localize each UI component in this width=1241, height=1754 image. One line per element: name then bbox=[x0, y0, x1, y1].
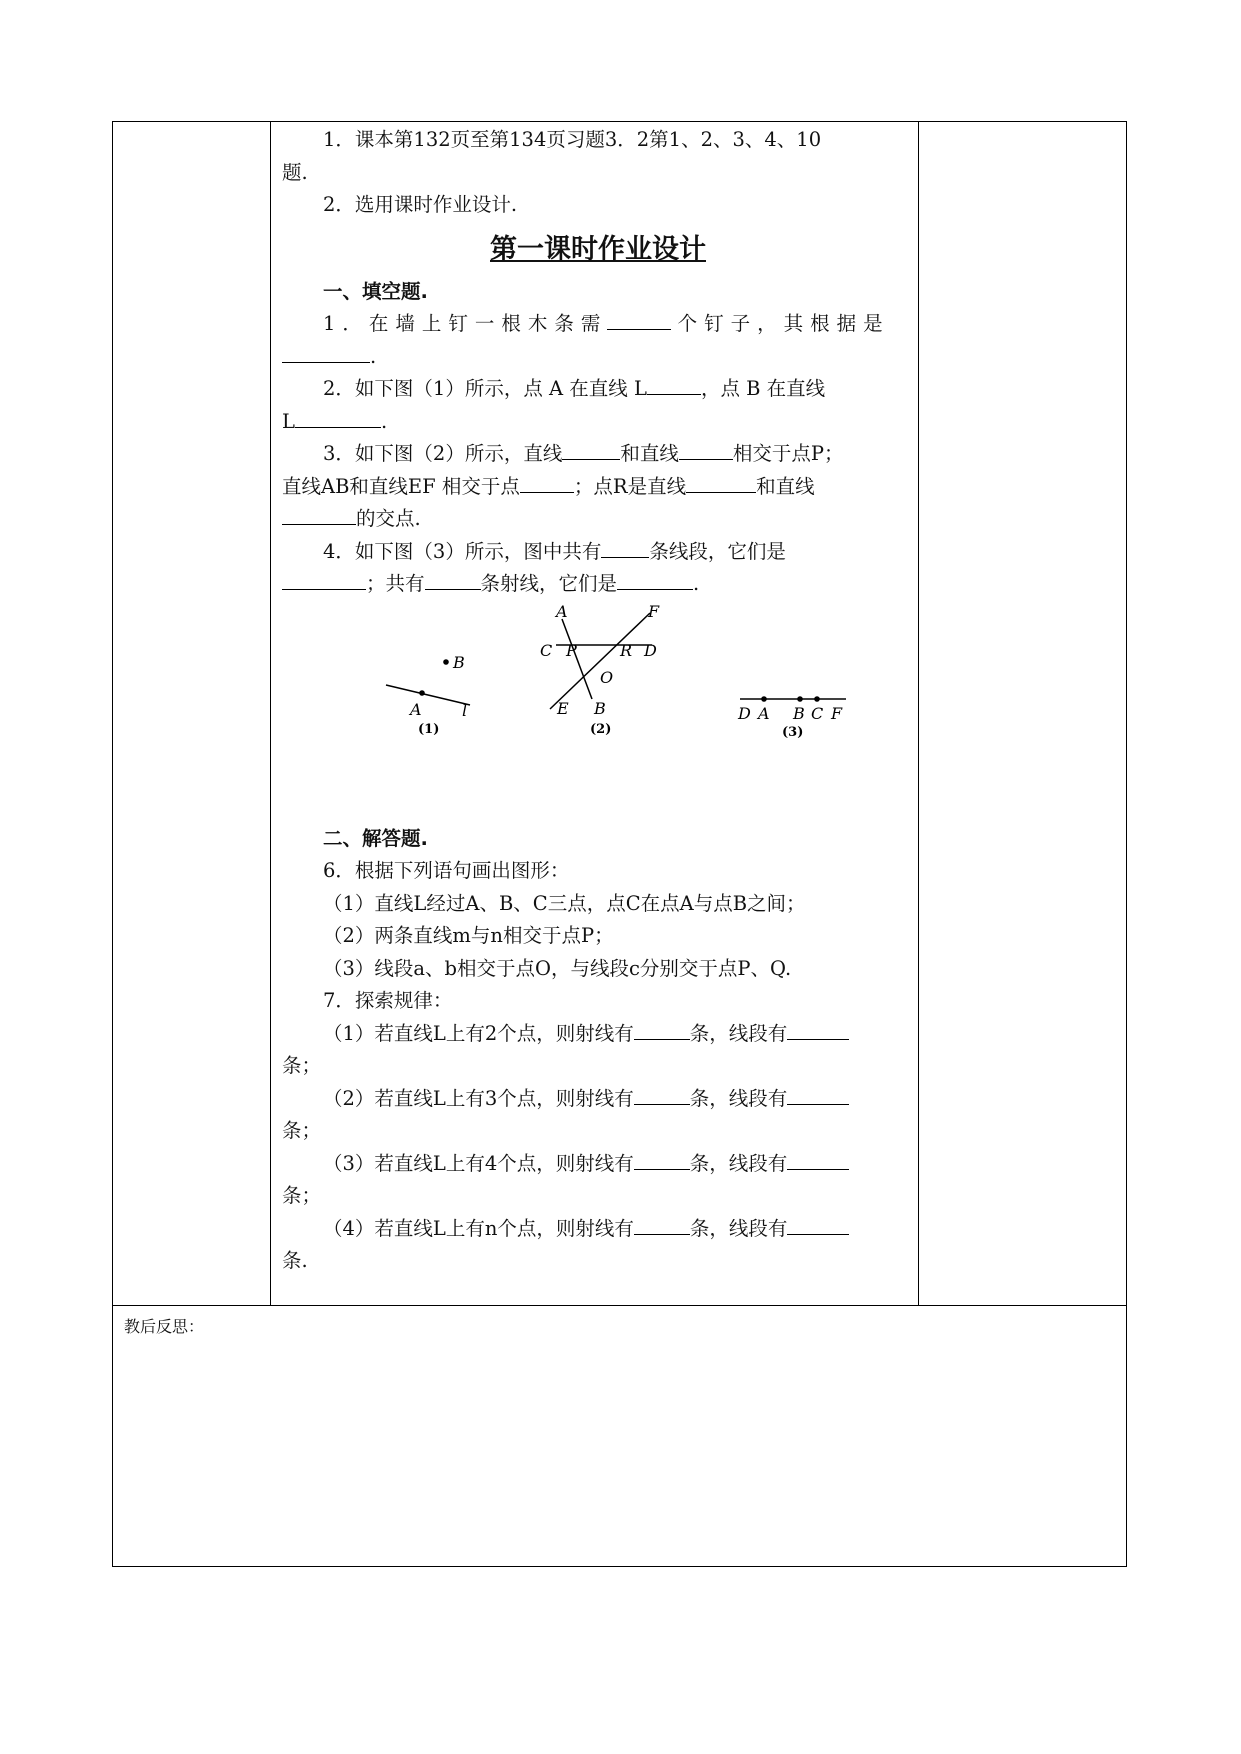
answer-blank bbox=[787, 1214, 849, 1235]
fig2-label-e: E bbox=[557, 698, 569, 718]
answer-blank bbox=[607, 309, 671, 330]
fig1-caption: (1) bbox=[418, 721, 440, 737]
fig1-label-a: A bbox=[410, 699, 422, 719]
answer-blank bbox=[647, 374, 701, 395]
fig3-label-d: D bbox=[738, 703, 751, 723]
figure-2 bbox=[540, 603, 660, 737]
fig2-caption: (2) bbox=[590, 721, 612, 737]
section1-heading: 一、填空题. bbox=[323, 279, 428, 303]
answer-blank bbox=[686, 472, 756, 493]
question-7-item-1-cont: 条； bbox=[282, 1054, 322, 1077]
question-7-item-2: （2）若直线L上有3个点，则射线有 条，线段有 bbox=[282, 1083, 914, 1116]
fig2-label-d: D bbox=[644, 640, 657, 660]
fig2-label-p: P bbox=[566, 640, 577, 660]
fig1-label-b: B bbox=[453, 652, 465, 672]
question-2: 2．如下图（1）所示，点 A 在直线 L ，点 B 在直线 bbox=[282, 373, 914, 406]
fig3-label-b: B bbox=[793, 703, 805, 723]
reflection-label: 教后反思： bbox=[124, 1317, 205, 1336]
question-3-cont-2: 的交点. bbox=[282, 503, 914, 536]
question-6-item-1: （1）直线L经过A、B、C三点，点C在点A与点B之间； bbox=[323, 891, 806, 915]
fig2-label-r: R bbox=[620, 640, 633, 660]
question-3: 3．如下图（2）所示，直线 和直线 相交于点P； bbox=[282, 438, 914, 471]
answer-blank bbox=[787, 1084, 849, 1105]
question-7-item-3-cont: 条； bbox=[282, 1184, 322, 1207]
question-6: 6．根据下列语句画出图形： bbox=[323, 859, 570, 882]
homework-item-2: 2．选用课时作业设计. bbox=[323, 193, 518, 216]
page-title: 第一课时作业设计 bbox=[490, 233, 706, 265]
fig2-label-c: C bbox=[540, 640, 553, 660]
answer-blank bbox=[617, 569, 693, 590]
question-1: 1．在墙上钉一根木条需 个钉子，其根据是 bbox=[282, 308, 914, 341]
question-7: 7．探索规律： bbox=[323, 989, 453, 1012]
answer-blank bbox=[634, 1214, 690, 1235]
fig1-label-l: l bbox=[462, 700, 468, 720]
fig3-label-c: C bbox=[811, 703, 824, 723]
answer-blank bbox=[562, 439, 620, 460]
homework-cell bbox=[282, 124, 914, 1278]
fig2-label-a: A bbox=[556, 602, 568, 621]
question-7-item-3: （3）若直线L上有4个点，则射线有 条，线段有 bbox=[282, 1148, 914, 1181]
answer-blank bbox=[634, 1084, 690, 1105]
fig3-label-a: A bbox=[758, 703, 770, 723]
section2-heading: 二、解答题. bbox=[323, 826, 428, 850]
question-2-cont: L . bbox=[282, 406, 914, 439]
answer-blank bbox=[601, 537, 649, 558]
answer-blank bbox=[787, 1019, 849, 1040]
homework-item-1: 1．课本第132页至第134页习题3．2第1、2、3、4、10 bbox=[323, 128, 822, 151]
question-7-item-1: （1）若直线L上有2个点，则射线有 条，线段有 bbox=[282, 1018, 914, 1051]
answer-blank bbox=[634, 1149, 690, 1170]
column-divider-left bbox=[270, 121, 271, 1305]
figure-3 bbox=[737, 696, 846, 740]
answer-blank bbox=[679, 439, 733, 460]
row-divider bbox=[112, 1305, 1127, 1306]
question-4: 4．如下图（3）所示，图中共有 条线段，它们是 bbox=[282, 536, 914, 569]
question-7-item-2-cont: 条； bbox=[282, 1119, 322, 1142]
answer-blank bbox=[425, 569, 481, 590]
answer-blank bbox=[282, 342, 370, 363]
answer-blank bbox=[634, 1019, 690, 1040]
question-4-cont: ；共有 条射线，它们是 . bbox=[282, 568, 914, 601]
question-6-item-3: （3）线段a、b相交于点O，与线段c分别交于点P、Q. bbox=[323, 956, 792, 980]
fig2-label-o: O bbox=[600, 667, 614, 687]
question-3-cont: 直线AB和直线EF 相交于点 ；点R是直线 和直线 bbox=[282, 471, 914, 504]
fig3-label-f: F bbox=[831, 703, 843, 723]
figure-1 bbox=[386, 653, 470, 737]
answer-blank bbox=[295, 407, 381, 428]
fig3-caption: (3) bbox=[782, 724, 804, 740]
answer-blank bbox=[520, 472, 574, 493]
homework-item-1-cont: 题. bbox=[282, 160, 308, 184]
fig2-label-f: F bbox=[648, 602, 660, 621]
column-divider-right bbox=[918, 121, 919, 1305]
question-1-cont: . bbox=[282, 341, 914, 374]
answer-blank bbox=[787, 1149, 849, 1170]
geometry-figures bbox=[282, 603, 914, 803]
fig2-label-b: B bbox=[594, 698, 606, 718]
question-6-item-2: （2）两条直线m与n相交于点P； bbox=[323, 924, 614, 947]
answer-blank bbox=[282, 569, 366, 590]
question-7-item-4-cont: 条. bbox=[282, 1249, 308, 1272]
answer-blank bbox=[282, 504, 356, 525]
question-7-item-4: （4）若直线L上有n个点，则射线有 条，线段有 bbox=[282, 1213, 914, 1246]
